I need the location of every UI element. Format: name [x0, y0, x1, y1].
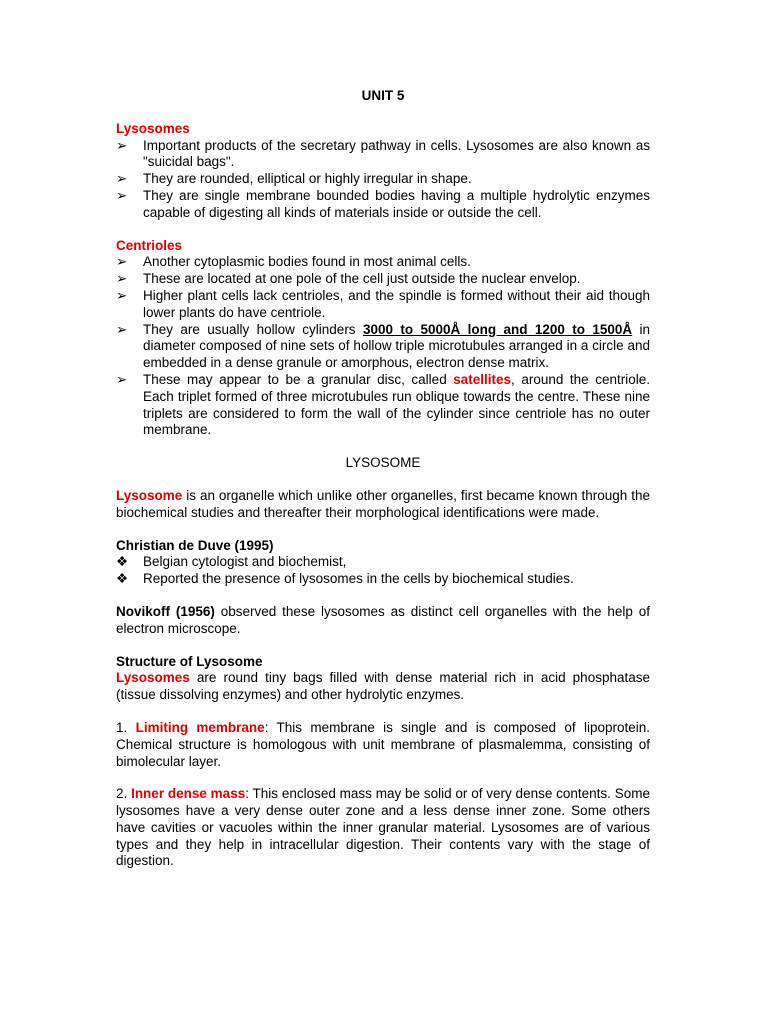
list-item: ❖ Belgian cytologist and biochemist,: [116, 554, 347, 570]
structure-heading: Structure of Lysosome: [116, 653, 263, 669]
document-body: [116, 88, 650, 870]
list-item: ➢ These are located at one pole of the cell just outside the nuclear envelop.: [116, 271, 581, 287]
list-item: ➢ They are rounded, elliptical or highly irregular in shape.: [116, 171, 472, 187]
lysosome-intro-paragraph: Lysosome is an organelle which unlike other organelles, first became known through the biochemical studies and thereafter their morphological identifications were made.: [116, 487, 650, 520]
lysosome-term: Lysosome: [116, 487, 183, 503]
list-item: ➢ They are usually hollow cylinders 3000 to 5000Å long and 1200 to 1500Å in diameter composed of nine sets of hollow triple microtubules arranged in a circle and embedded in a dense granule or amorphous, electron dense matrix.: [116, 321, 651, 371]
inner-dense-mass-paragraph: 2. Inner dense mass: This enclosed mass may be solid or of very dense contents. Some lysosomes have a very dense outer zone and a less dense inner zone. Some others have cavities or vacuoles within the inner granular material. Lysosomes are of various types and they help in intracellular digestion. Their contents vary with the stage of digestion.: [116, 786, 650, 869]
unit-title: UNIT 5: [361, 88, 405, 103]
duve-heading: Christian de Duve (1995): [116, 537, 274, 553]
list-item: ➢ Important products of the secretary pathway in cells. Lysosomes are also known as "suicidal bags".: [116, 137, 650, 170]
limiting-membrane-paragraph: 1. Limiting membrane: This membrane is single and is composed of lipoprotein. Chemical structure is homologous with unit membrane of plasmalemma, consisting of bimolecular layer.: [116, 719, 650, 769]
arrow-bullet-icon: ➢: [116, 271, 128, 287]
arrow-bullet-icon: ➢: [116, 287, 128, 303]
arrow-bullet-icon: ➢: [116, 171, 128, 187]
duve-bullet-list: [116, 554, 650, 588]
list-item: ❖ Reported the presence of lysosomes in the cells by biochemical studies.: [116, 571, 574, 587]
arrow-bullet-icon: ➢: [116, 371, 128, 387]
arrow-bullet-icon: ➢: [116, 321, 128, 337]
arrow-bullet-icon: ➢: [116, 254, 128, 270]
dimension-highlight: 3000 to 5000Å long and 1200 to 1500Å: [362, 321, 633, 337]
structure-intro-paragraph: Lysosomes are round tiny bags filled with dense material rich in acid phosphatase (tissue dissolving enzymes) and other hydrolytic enzymes.: [116, 670, 650, 703]
inner-dense-mass-term: Inner dense mass: [131, 786, 246, 802]
lysosome-section-title: LYSOSOME: [345, 455, 421, 471]
centrioles-bullet-list: [116, 254, 650, 439]
centrioles-heading: Centrioles: [116, 237, 183, 253]
list-item: ➢ Higher plant cells lack centrioles, and the spindle is formed without their aid though lower plants do have centriole.: [116, 287, 650, 320]
novikoff-name: Novikoff (1956): [116, 603, 215, 619]
novikoff-paragraph: Novikoff (1956) observed these lysosomes as distinct cell organelles with the help of electron microscope.: [116, 603, 651, 636]
satellites-term: satellites: [453, 371, 512, 387]
arrow-bullet-icon: ➢: [116, 187, 128, 203]
limiting-membrane-term: Limiting membrane: [135, 719, 265, 735]
list-item: ➢ These may appear to be a granular disc, called satellites, around the centriole. Each triplet formed of three microtubules run oblique towards the centre. These nine triplets are considered to form the wall of the cylinder since centriole has no outer membrane.: [116, 371, 650, 438]
list-item: ➢ Another cytoplasmic bodies found in most animal cells.: [116, 254, 471, 270]
arrow-bullet-icon: ➢: [116, 137, 128, 153]
list-item: ➢ They are single membrane bounded bodies having a multiple hydrolytic enzymes capable of digesting all kinds of materials inside or outside the cell.: [116, 187, 650, 220]
diamond-bullet-icon: ❖: [116, 554, 129, 570]
lysosomes-heading: Lysosomes: [116, 120, 190, 136]
diamond-bullet-icon: ❖: [116, 571, 129, 587]
lysosomes-bullet-list: [116, 138, 650, 222]
lysosomes-term: Lysosomes: [116, 670, 190, 686]
